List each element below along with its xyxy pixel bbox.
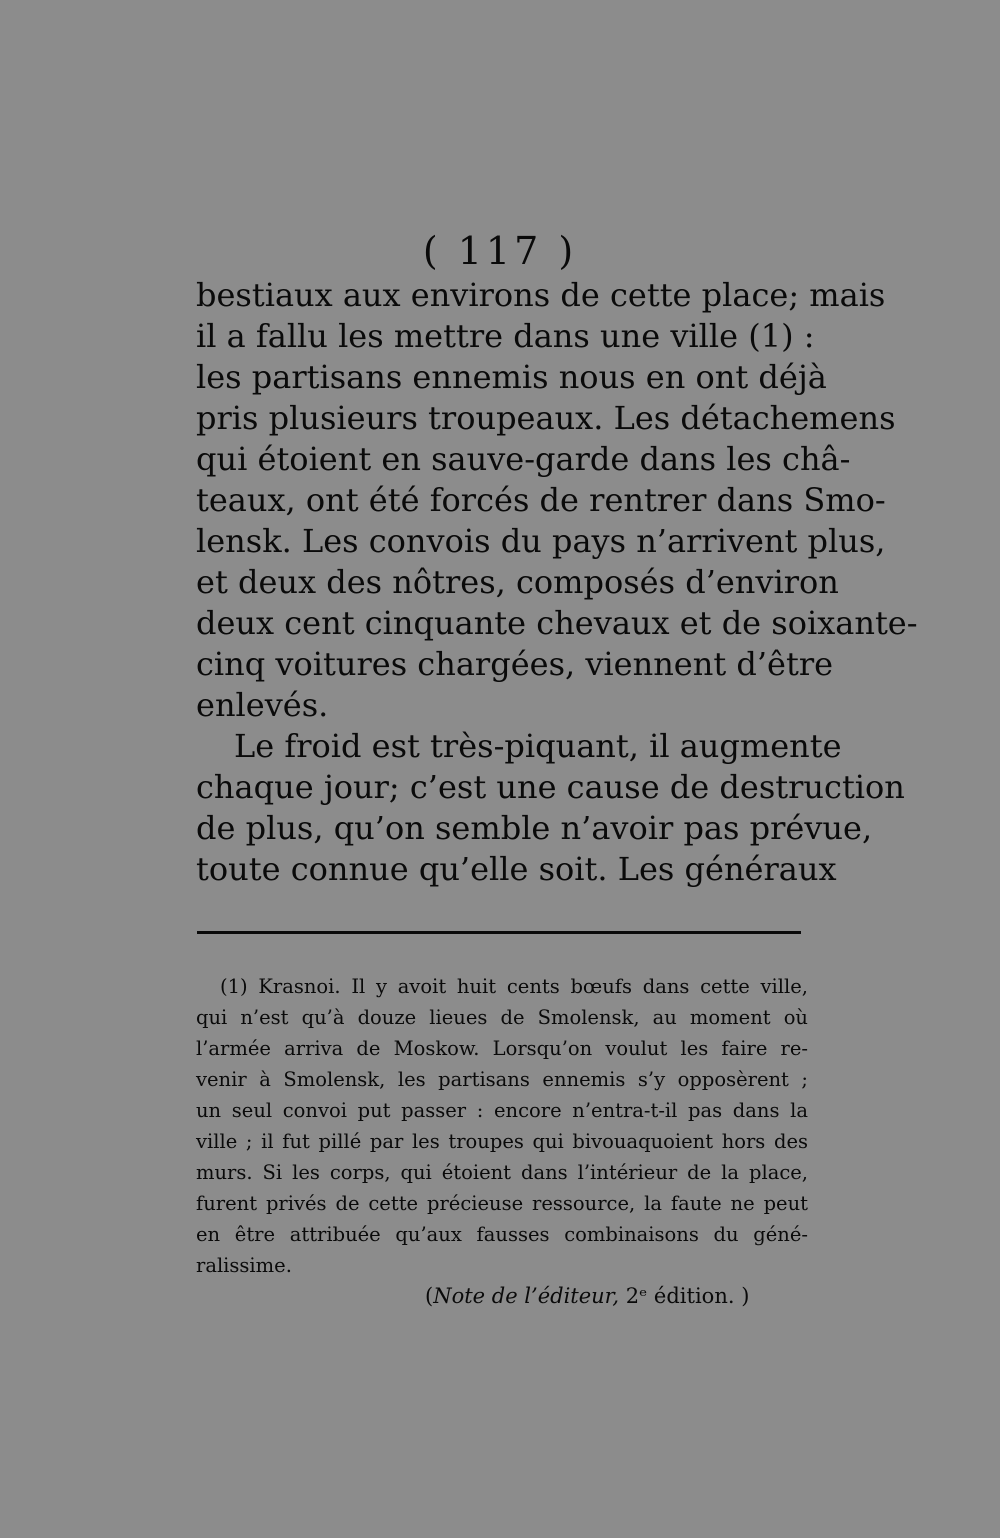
text-line: Le froid est très-piquant, il augmente xyxy=(234,727,842,765)
footnote-line: qui n’est qu’à douze lieues de Smolensk, au moment où xyxy=(196,1006,808,1029)
editor-note xyxy=(425,1281,749,1311)
text-line: pris plusieurs troupeaux. Les détachemens xyxy=(196,399,896,437)
text-line: il a fallu les mettre dans une ville (1) : xyxy=(196,317,815,355)
footnote-line: venir à Smolensk, les partisans ennemis s’y opposèrent ; xyxy=(196,1068,808,1091)
text-line: bestiaux aux environs de cette place; mais xyxy=(196,276,886,314)
main-text xyxy=(196,275,918,890)
text-line: cinq voitures chargées, viennent d’être xyxy=(196,645,834,683)
footnote-line: furent privés de cette précieuse ressource, la faute ne peut xyxy=(196,1192,808,1215)
page-number: ( 117 ) xyxy=(422,229,578,273)
footnote-line: un seul convoi put passer : encore n’entra-t-il pas dans la xyxy=(196,1099,808,1122)
text-line: chaque jour; c’est une cause de destruction xyxy=(196,768,905,806)
text-line: les partisans ennemis nous en ont déjà xyxy=(196,358,827,396)
footnote-line: (1) Krasnoi. Il y avoit huit cents bœufs dans cette ville, xyxy=(220,975,808,998)
text-line: lensk. Les convois du pays n’arrivent plus, xyxy=(196,522,886,560)
footnote-line: en être attribuée qu’aux fausses combinaisons du géné- xyxy=(196,1223,808,1246)
text-line: de plus, qu’on semble n’avoir pas prévue, xyxy=(196,809,873,847)
text-line: enlevés. xyxy=(196,686,329,724)
footnote-line: l’armée arriva de Moskow. Lorsqu’on voulut les faire re- xyxy=(196,1037,808,1060)
text-line: deux cent cinquante chevaux et de soixante- xyxy=(196,604,918,642)
footnote-line: ralissime. xyxy=(196,1254,292,1277)
text-line: et deux des nôtres, composés d’environ xyxy=(196,563,839,601)
editor-note-edition: 2ᵉ édition. ) xyxy=(619,1284,750,1308)
text-line: qui étoient en sauve-garde dans les châ- xyxy=(196,440,851,478)
text-line: teaux, ont été forcés de rentrer dans Smo- xyxy=(196,481,886,519)
footnote-line: murs. Si les corps, qui étoient dans l’intérieur de la place, xyxy=(196,1161,808,1184)
footnote-line: ville ; il fut pillé par les troupes qui bivouaquoient hors des xyxy=(196,1130,808,1153)
footnote-divider xyxy=(197,931,801,934)
footnote xyxy=(196,971,808,1281)
text-line: toute connue qu’elle soit. Les généraux xyxy=(196,850,837,888)
editor-note-label: Note de l’éditeur, xyxy=(433,1284,620,1308)
editor-note-open: ( xyxy=(425,1284,434,1308)
